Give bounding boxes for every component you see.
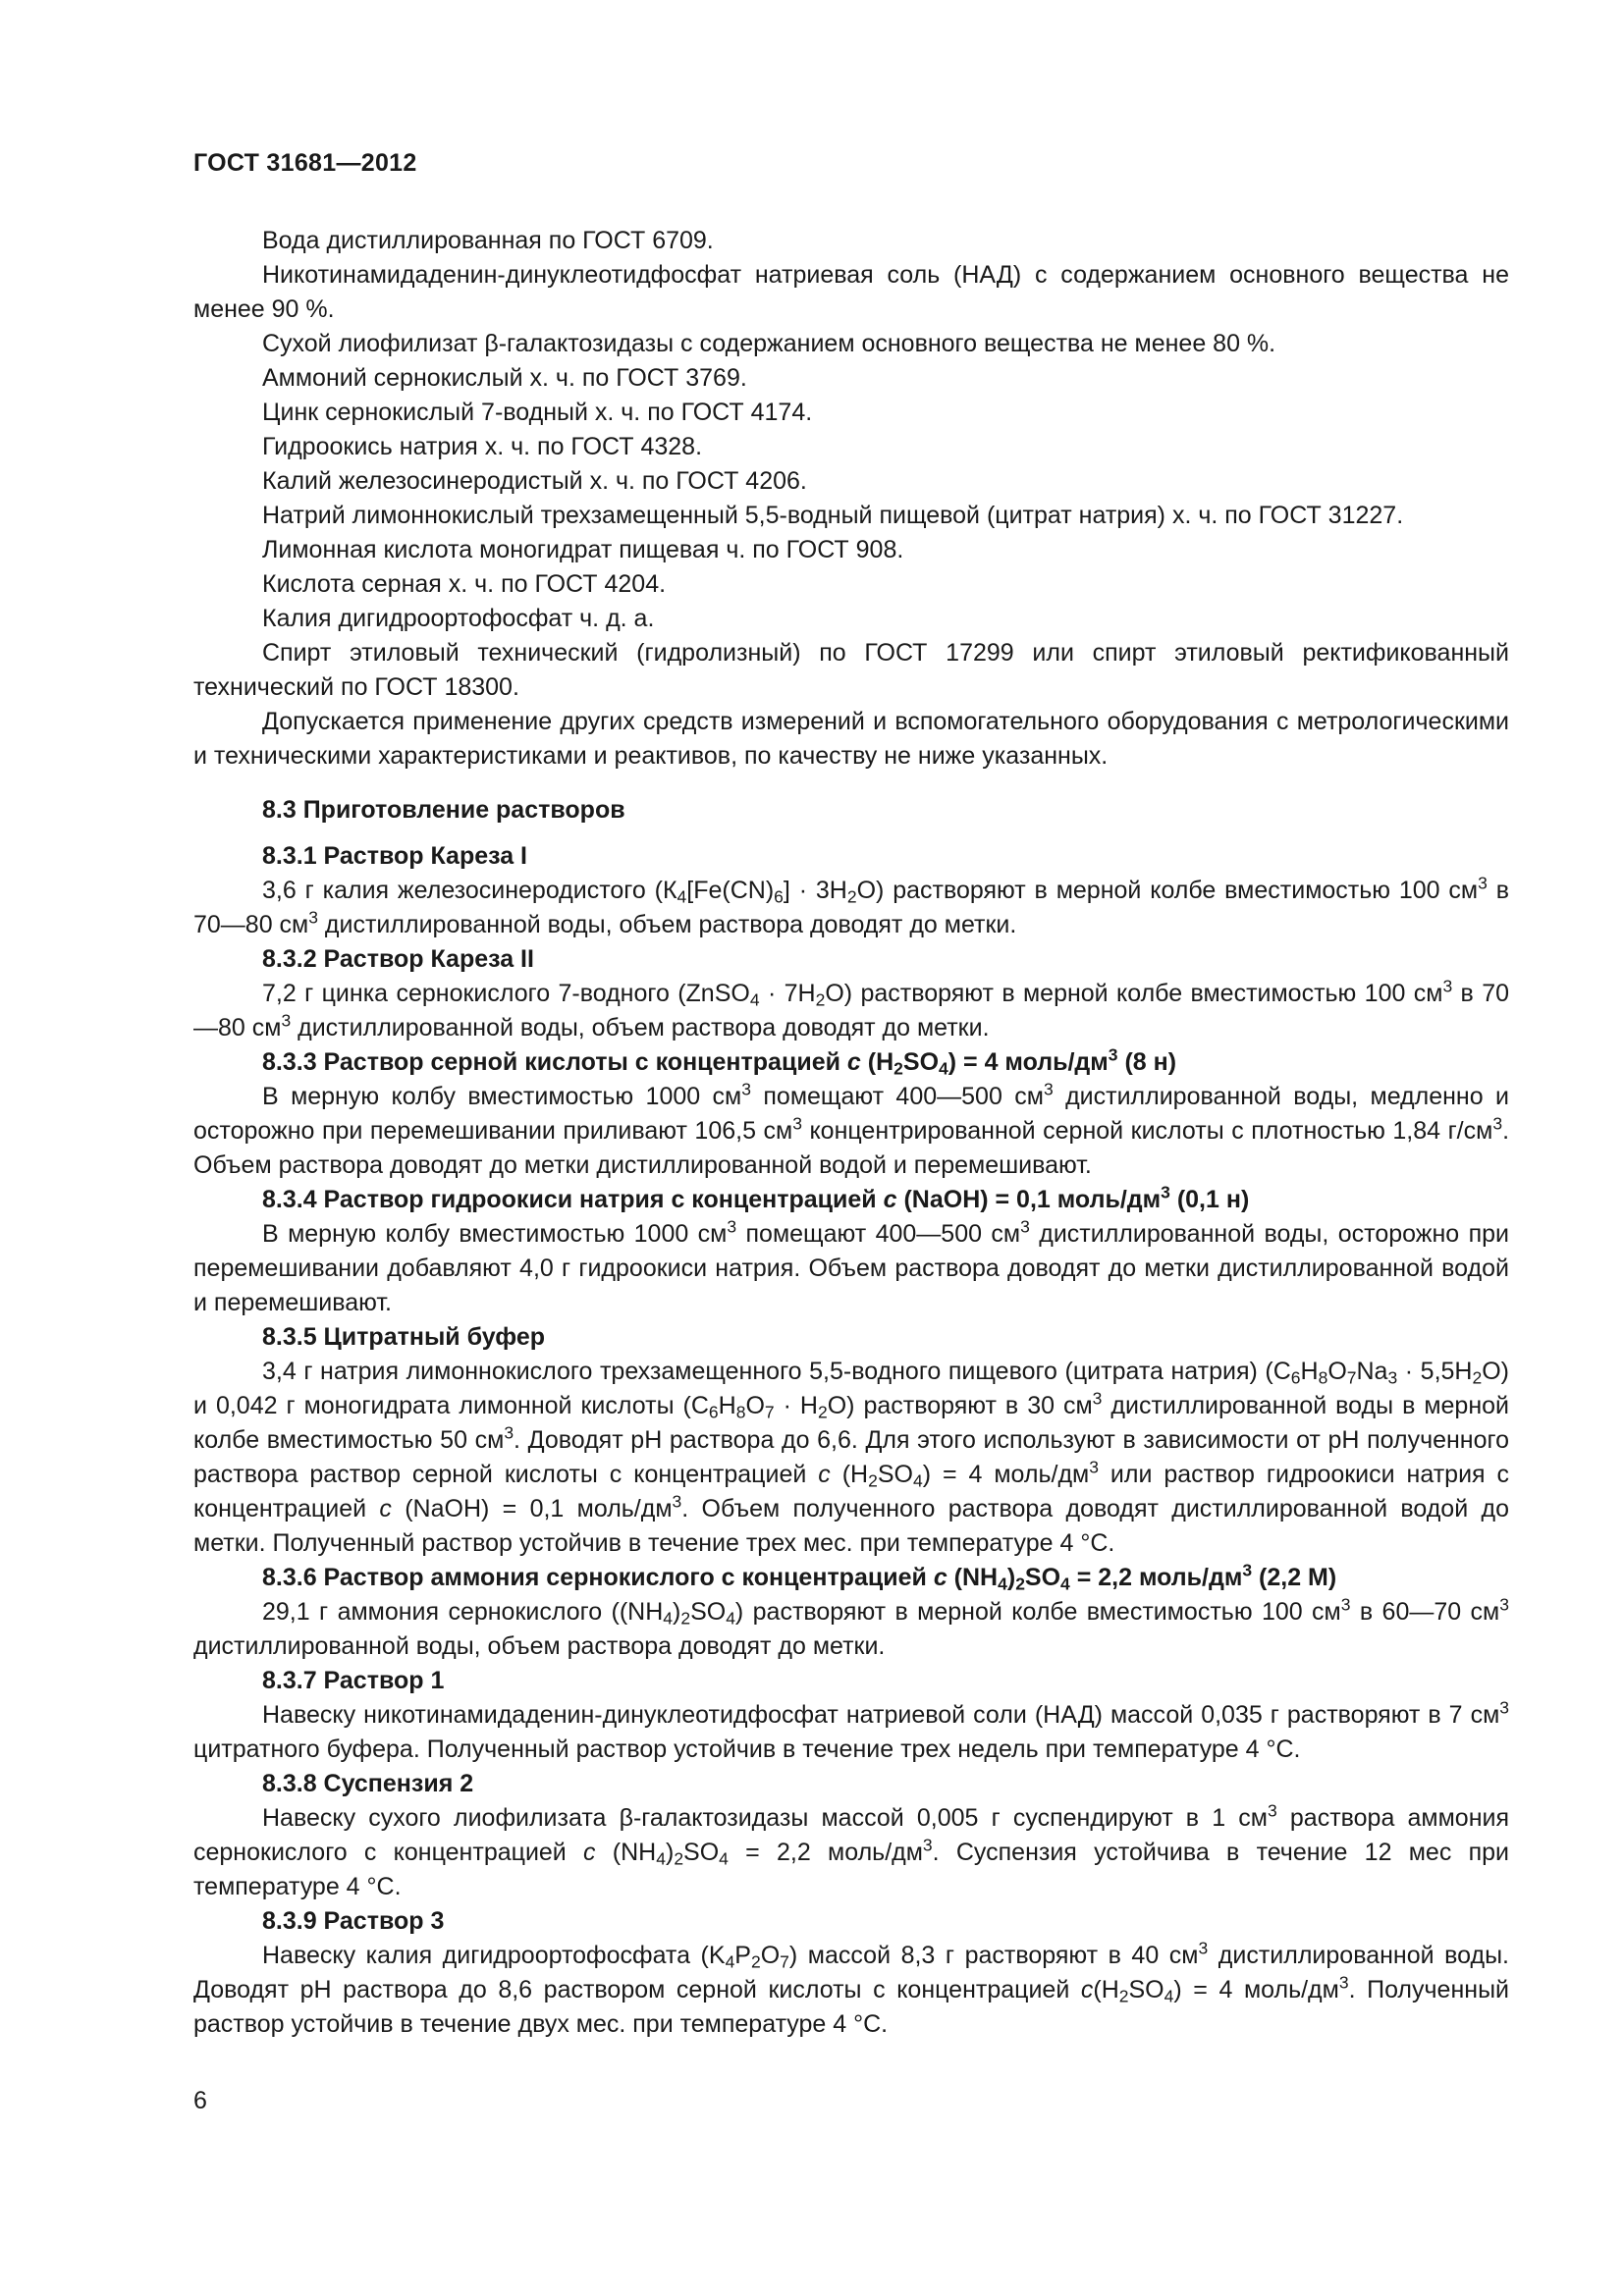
paragraph: 7,2 г цинка сернокислого 7-водного (ZnSO$_4$ · $7H_2O$) растворяют в мерной колбе вместимостью 100 $см^3$ в 70—80 $см^3$ дистиллированной воды, объем раствора доводят до метки. <box>193 976 1509 1041</box>
reagent-line: Допускается применение других средств измерений и вспомогательного оборудования с метрологическими и техническими характеристиками и реактивов, по качеству не ниже указанных. <box>193 708 1509 770</box>
section-heading: 8.3 Приготовление растворов <box>262 796 625 824</box>
reagent-line: Калия дигидроортофосфат ч. д. а. <box>262 605 655 632</box>
reagent-line: Никотинамидаденин-динуклеотидфосфат натриевая соль (НАД) с содержанием основного вещества не менее 90 %. <box>193 261 1509 323</box>
reagent-line: Кислота серная х. ч. по ГОСТ 4204. <box>262 570 667 598</box>
page-number: 6 <box>193 2087 207 2114</box>
subsection-heading: 8.3.3 Раствор серной кислоты с концентрацией с $(H_2SO_4) = 4$ моль/$дм^3$ (8 н) <box>262 1044 1177 1079</box>
reagent-line: Вода дистиллированная по ГОСТ 6709. <box>262 227 714 254</box>
reagent-line: Гидроокись натрия х. ч. по ГОСТ 4328. <box>262 433 703 460</box>
subsection-heading: 8.3.6 Раствор аммония сернокислого с концентрацией с $(NH_4)_2SO_4 = 2,2$ моль/$дм^3$ (2,2 M) <box>262 1560 1337 1594</box>
paragraph: В мерную колбу вместимостью 1000 $см^3$ помещают 400—500 $см^3$ дистиллированной воды, осторожно при перемешивании добавляют 4,0 г гидроокиси натрия. Объем раствора доводят до метки дистиллированной водой и перемешивают. <box>193 1216 1509 1316</box>
subsection-heading: 8.3.5 Цитратный буфер <box>262 1323 546 1351</box>
reagent-line: Лимонная кислота моногидрат пищевая ч. по ГОСТ 908. <box>262 536 904 563</box>
paragraph: 3,4 г натрия лимоннокислого трехзамещенного 5,5-водного пищевого (цитрата натрия) $(C_6H_8O_7Na_3 \cdot 5,5H_2O)$ и 0,042 г моногидрата лимонной кислоты $(C_6H_8O_7 \cdot H_2O)$ растворяют в 30 $см^3$ дистиллированной воды в мерной колбе вместимостью 50 $см^3$. Доводят pH раствора до 6,6. Для этого используют в зависимости от pH полученного раствора раствор серной кислоты с концентрацией с $(H_2SO_4) = 4$ моль/$дм^3$ или раствор гидроокиси натрия с концентрацией с (NaOH) = 0,1 моль/$дм^3$. Объем полученного раствора доводят дистиллированной водой до метки. Полученный раствор устойчив в течение трех мес. при температуре 4 °C. <box>193 1358 1510 1557</box>
subsection-heading: 8.3.1 Раствор Кареза I <box>262 842 528 870</box>
paragraph: Навеску калия дигидроортофосфата $(K_4P_2O_7)$ массой 8,3 г растворяют в 40 $см^3$ дистиллированной воды. Доводят pH раствора до 8,6 раствором серной кислоты с концентрацией $с(H_2SO_4) = 4$ моль/$дм^3$. Полученный раствор устойчив в течение двух мес. при температуре 4 °C. <box>193 1938 1509 2038</box>
reagent-line: Калий железосинеродистый х. ч. по ГОСТ 4206. <box>262 467 807 495</box>
subsection-heading: 8.3.4 Раствор гидроокиси натрия с концентрацией с (NaOH) = 0,1 моль/$дм^3$ (0,1 н) <box>262 1182 1250 1213</box>
document-body <box>193 224 1509 2042</box>
paragraph: 29,1 г аммония сернокислого $((NH_4)_2SO_4)$ растворяют в мерной колбе вместимостью 100 $см^3$ в 60—70 $см^3$ дистиллированной воды, объем раствора доводят до метки. <box>193 1594 1509 1660</box>
paragraph: 3,6 г калия железосинеродистого $(К_4[Fe(CN)_6] \cdot 3H_2O)$ растворяют в мерной колбе вместимостью 100 $см^3$ в 70—80 $см^3$ дистиллированной воды, объем раствора доводят до метки. <box>193 873 1509 938</box>
reagent-line: Сухой лиофилизат β-галактозидазы с содержанием основного вещества не менее 80 %. <box>262 330 1276 357</box>
reagent-line: Цинк сернокислый 7-водный х. ч. по ГОСТ 4174. <box>262 399 813 426</box>
paragraph: Навеску никотинамидаденин-динуклеотидфосфат натриевой соли (НАД) массой 0,035 г растворяют в 7 $см^3$ цитратного буфера. Полученный раствор устойчив в течение трех недель при температуре 4 °C. <box>193 1697 1509 1763</box>
paragraph: В мерную колбу вместимостью 1000 $см^3$ помещают 400—500 $см^3$ дистиллированной воды, медленно и осторожно при перемешивании приливают 106,5 $см^3$ концентрированной серной кислоты с плотностью 1,84 $г/см^3$. Объем раствора доводят до метки дистиллированной водой и перемешивают. <box>193 1079 1510 1179</box>
paragraph: Навеску сухого лиофилизата β-галактозидазы массой 0,005 г суспендируют в 1 $см^3$ раствора аммония сернокислого с концентрацией с $(NH_4)_2SO_4 = 2,2$ моль/$дм^3$. Суспензия устойчива в течение 12 мес при температуре 4 °C. <box>193 1800 1510 1900</box>
reagent-line: Спирт этиловый технический (гидролизный) по ГОСТ 17299 или спирт этиловый ректификованный технический по ГОСТ 18300. <box>193 639 1509 701</box>
reagent-line: Аммоний сернокислый х. ч. по ГОСТ 3769. <box>262 364 747 392</box>
subsection-heading: 8.3.7 Раствор 1 <box>262 1667 445 1694</box>
subsection-heading: 8.3.8 Суспензия 2 <box>262 1770 474 1797</box>
document-header: ГОСТ 31681—2012 <box>193 149 417 177</box>
reagent-line: Натрий лимоннокислый трехзамещенный 5,5-водный пищевой (цитрат натрия) х. ч. по ГОСТ 31227. <box>262 502 1404 529</box>
subsection-heading: 8.3.9 Раствор 3 <box>262 1907 445 1935</box>
subsection-heading: 8.3.2 Раствор Кареза II <box>262 945 534 973</box>
